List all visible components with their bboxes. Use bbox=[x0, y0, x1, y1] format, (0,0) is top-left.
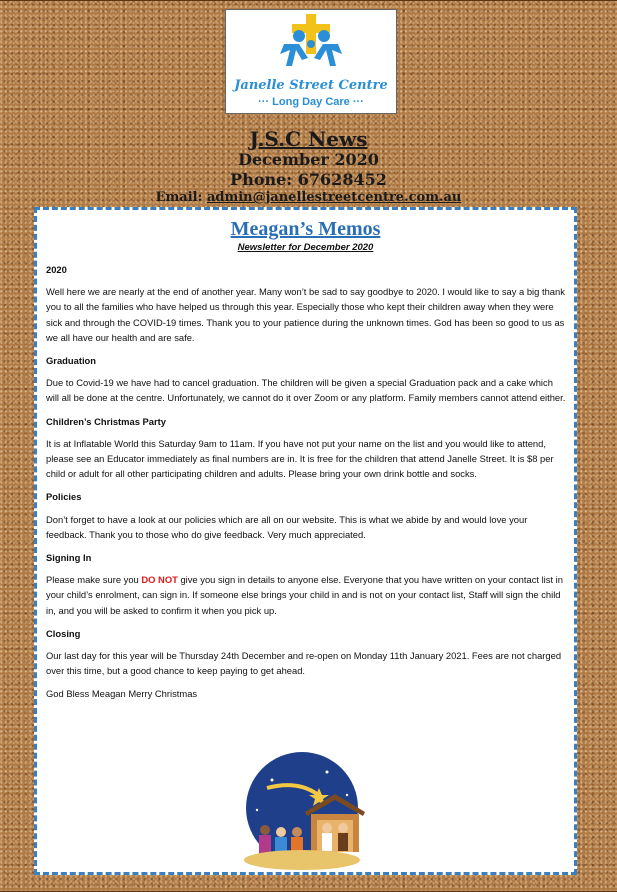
memo-title: Meagan’s Memos bbox=[230, 218, 381, 240]
contact-phone: Phone: 67628452 bbox=[230, 170, 387, 189]
memo-panel bbox=[34, 207, 577, 875]
cross-with-children-logo-icon bbox=[274, 14, 348, 70]
section-heading: 2020 bbox=[46, 264, 67, 275]
contact-email bbox=[0, 190, 617, 205]
section-heading: Children’s Christmas Party bbox=[46, 415, 167, 427]
memo-subtitle: Newsletter for December 2020 bbox=[237, 242, 374, 253]
section-heading: Closing bbox=[46, 627, 81, 639]
top-frame-line bbox=[0, 0, 617, 1]
text-segment: Please make sure you bbox=[46, 574, 142, 586]
emphasis-text: DO NOT bbox=[141, 574, 178, 586]
section-heading: Policies bbox=[46, 491, 82, 503]
email-label: Email: bbox=[155, 190, 203, 205]
signoff: God Bless Meagan Merry Christmas bbox=[46, 688, 198, 700]
email-link[interactable]: admin@janellestreetcentre.com.au bbox=[206, 190, 462, 205]
newsletter-title: J.S.C News bbox=[249, 127, 368, 151]
newsletter-date: December 2020 bbox=[238, 150, 379, 169]
section-text: Our last day for this year will be Thursday 24th December and re-open on Monday 11th January 2021. Fees are not charged over this time, but a good chance to keep paying to get ahead. bbox=[46, 650, 562, 677]
section-text: Due to Covid-19 we have had to cancel graduation. The children will be given a special Graduation pack and a cake which will all be done at the centre. Unfortunately, we cannot do it over Zoom or any platform. Family members cannot attend either. bbox=[46, 377, 566, 404]
text-segment: give you sign in details to anyone else. Everyone that you have written on your contact list in your child’s enrolment, can sign in. If someone else brings your child in and is not on your contact list, Staff will sign the child in, and you will be asked to confirm it when you pick up. bbox=[46, 574, 563, 616]
nativity-scene-image-icon bbox=[227, 750, 377, 872]
logo-name: Janelle Street Centre bbox=[234, 78, 388, 93]
centre-logo bbox=[225, 9, 397, 114]
section-heading: Signing In bbox=[46, 552, 92, 564]
section-text bbox=[46, 572, 566, 618]
section-text: It is at Inflatable World this Saturday 9am to 11am. If you have not put your name on the list and you would like to attend, please see an Educator immediately as final numbers are in. It is free for the children that attend Janelle Street. It is $8 per child or adult for all other participating children and adults. Please bring your own drink bottle and socks. bbox=[46, 437, 554, 480]
section-heading: Graduation bbox=[46, 355, 97, 367]
section-text: Well here we are nearly at the end of another year. Many won’t be sad to say goodbye to 2020. I would like to say a big thank you to all the families who have helped us through this year. Especially those who kept their children away when they were sick and through the COVID-19 times. Thank you to your patience during the unknown times. God has been so good to us as we all have our health and are safe. bbox=[46, 286, 565, 343]
section-text: Don’t forget to have a look at our policies which are all on our website. This is what we abide by and would love your feedback. Thank you to those who do give feedback. Very much appreciated. bbox=[46, 513, 528, 540]
memo-body bbox=[46, 262, 566, 710]
logo-subtitle: ··· Long Day Care ··· bbox=[258, 96, 364, 108]
